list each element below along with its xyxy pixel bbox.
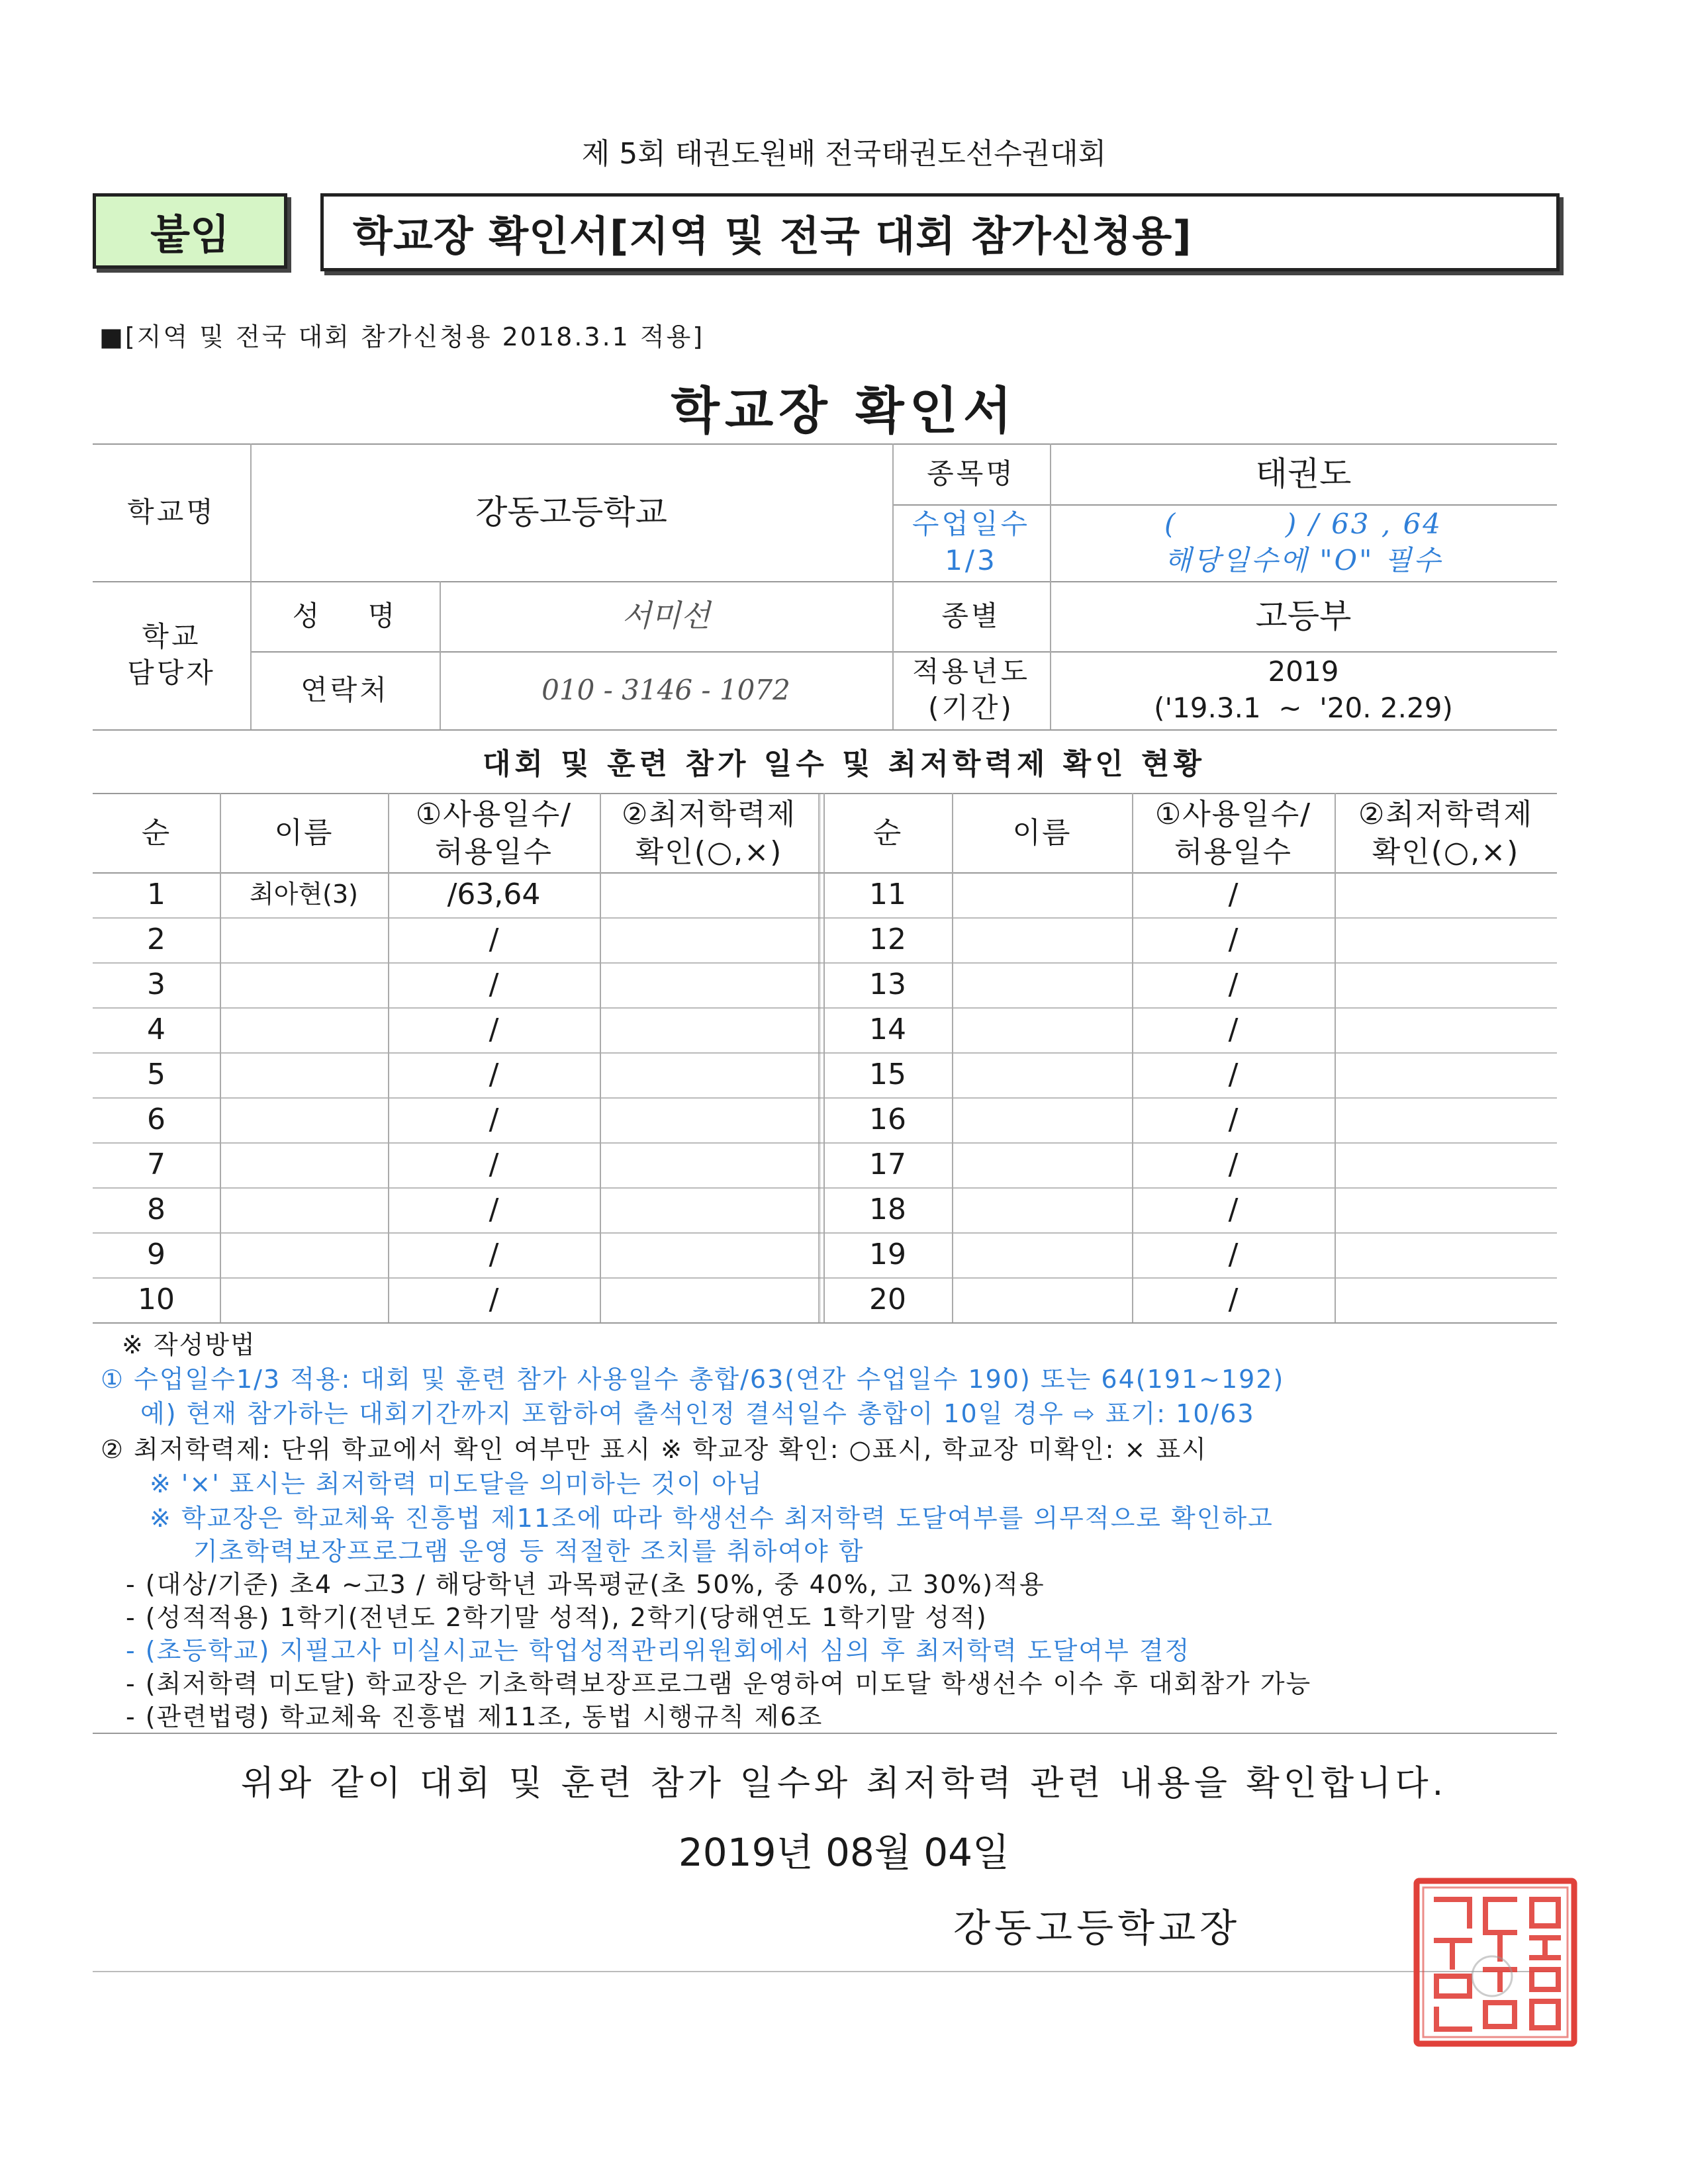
header-check	[1335, 794, 1557, 872]
row-name	[220, 1052, 388, 1097]
row-name	[220, 1277, 388, 1322]
rule	[93, 872, 1557, 874]
row-no: 1	[147, 878, 165, 912]
row-no: 10	[138, 1283, 175, 1317]
row-no: 20	[869, 1283, 906, 1317]
note-target: - (대상/기준) 초4 ~고3 / 해당학년 과목평균(초 50%, 중 40%, 고 30%)적용	[126, 1570, 1045, 1599]
row-check	[600, 1097, 818, 1142]
row-no: 6	[147, 1103, 165, 1137]
row-check	[600, 917, 818, 962]
header-days-line2: 허용일수	[1174, 835, 1292, 869]
row-check	[1335, 1232, 1557, 1277]
row-name	[220, 1142, 388, 1187]
header-days	[388, 794, 600, 872]
header-check	[600, 794, 818, 872]
rule	[952, 793, 953, 1322]
class-days-value	[1050, 504, 1557, 581]
note-x-meaning: ※ '×' 표시는 최저학력 미도달을 의미하는 것이 아님	[150, 1469, 763, 1498]
row-days: /	[489, 1283, 499, 1317]
contact-value: 010 - 3146 - 1072	[541, 673, 790, 706]
school-name-label: 학교명	[127, 495, 216, 528]
row-days: /	[1228, 878, 1239, 912]
row-name	[952, 1142, 1132, 1187]
header-check-line1: ②최저학력제	[622, 797, 796, 831]
header-no: 순	[872, 816, 903, 850]
row-check	[1335, 1277, 1557, 1322]
class-days-label	[892, 504, 1050, 581]
note-min-academic	[101, 1435, 1207, 1465]
row-name	[220, 917, 388, 962]
rule	[220, 793, 221, 1322]
row-check	[600, 1277, 818, 1322]
rule	[1132, 793, 1133, 1322]
note-elementary: - (초등학교) 지필고사 미실시교는 학업성적관리위원회에서 심의 후 최저학력 도달여부 결정	[126, 1636, 1191, 1665]
row-name	[952, 1052, 1132, 1097]
row-check	[1335, 1052, 1557, 1097]
row-check	[600, 1007, 818, 1052]
header-no: 순	[141, 816, 171, 850]
row-days: /	[1228, 1238, 1239, 1272]
row-name	[952, 1187, 1132, 1232]
row-days: /	[1228, 1283, 1239, 1317]
rule	[93, 1277, 1557, 1279]
contact-label: 연락처	[301, 673, 389, 706]
row-days: /	[1228, 1103, 1239, 1137]
rule	[93, 962, 1557, 964]
row-name	[952, 1007, 1132, 1052]
row-days: /	[489, 1238, 499, 1272]
note-not-reached: - (최저학력 미도달) 학교장은 기초학력보장프로그램 운영하여 미도달 학생선수 이수 후 대회참가 가능	[126, 1669, 1312, 1698]
row-check	[1335, 1097, 1557, 1142]
event-title: 제 5회 태권도원배 전국태권도선수권대회	[581, 137, 1107, 171]
row-no: 16	[869, 1103, 906, 1137]
staff-label-line2: 담당자	[127, 657, 216, 689]
header-days-line2: 허용일수	[434, 835, 553, 869]
rule	[93, 729, 1557, 731]
row-days: /	[1228, 923, 1239, 957]
doc-box-title: 학교장 확인서[지역 및 전국 대회 참가신청용]	[320, 193, 1560, 271]
row-name	[952, 872, 1132, 917]
row-check	[1335, 1142, 1557, 1187]
row-no: 13	[869, 968, 906, 1002]
row-name	[220, 1097, 388, 1142]
category-label: 종별	[941, 599, 1001, 632]
year-value-line1: 2019	[1268, 655, 1339, 688]
rule	[93, 1232, 1557, 1234]
row-days: /	[1228, 1148, 1239, 1182]
row-name	[220, 962, 388, 1007]
row-no: 14	[869, 1013, 906, 1047]
row-no: 5	[147, 1058, 165, 1092]
row-days: /	[489, 1013, 499, 1047]
class-days-value-line2: 해당일수에 "O" 필수	[1164, 544, 1442, 576]
row-name	[220, 1232, 388, 1277]
row-no: 19	[869, 1238, 906, 1272]
row-name	[952, 917, 1132, 962]
class-days-label-line1: 수업일수	[912, 508, 1031, 541]
row-days: /	[1228, 1013, 1239, 1047]
staff-label	[93, 581, 250, 729]
row-check	[1335, 917, 1557, 962]
row-days: /	[489, 1193, 499, 1227]
year-label-line1: 적용년도	[912, 655, 1031, 688]
row-days: /	[489, 1058, 499, 1092]
row-no: 3	[147, 968, 165, 1002]
row-no: 9	[147, 1238, 165, 1272]
row-days: /	[1228, 968, 1239, 1002]
row-days: /	[1228, 1058, 1239, 1092]
row-name: 최아현(3)	[250, 880, 358, 909]
row-no: 8	[147, 1193, 165, 1227]
rule	[823, 793, 825, 1322]
rule	[93, 1187, 1557, 1189]
row-days: /	[489, 923, 499, 957]
rule	[93, 1733, 1557, 1734]
row-no: 17	[869, 1148, 906, 1182]
rule	[93, 917, 1557, 919]
staff-label-line1: 학교	[142, 620, 201, 653]
row-check	[600, 1187, 818, 1232]
name-label: 성 명	[292, 599, 398, 632]
notes-heading: ※ 작성방법	[122, 1330, 256, 1359]
rule	[93, 1052, 1557, 1054]
confirm-statement: 위와 같이 대회 및 훈련 참가 일수와 최저학력 관련 내용을 확인합니다.	[240, 1764, 1448, 1803]
note-law: - (관련법령) 학교체육 진흥법 제11조, 동법 시행규칙 제6조	[126, 1702, 823, 1731]
rule	[93, 1097, 1557, 1099]
row-days: /	[489, 968, 499, 1002]
row-check	[600, 872, 818, 917]
row-check	[600, 1232, 818, 1277]
rule	[93, 1007, 1557, 1009]
row-no: 4	[147, 1013, 165, 1047]
rule	[818, 793, 820, 1322]
issue-date: 2019년 08월 04일	[678, 1830, 1010, 1875]
class-days-label-line2: 1/3	[945, 544, 998, 576]
section-title: 대회 및 훈련 참가 일수 및 최저학력제 확인 현황	[482, 747, 1206, 781]
header-name: 이름	[1012, 816, 1072, 850]
row-no: 7	[147, 1148, 165, 1182]
row-days: /	[489, 1148, 499, 1182]
year-label-line2: (기간)	[928, 692, 1014, 724]
event-label: 종목명	[927, 457, 1015, 490]
year-value	[1050, 651, 1557, 729]
row-days: /	[1228, 1193, 1239, 1227]
row-no: 11	[869, 878, 906, 912]
rule	[1335, 793, 1336, 1322]
attach-label: 붙임	[93, 193, 287, 269]
rule	[93, 1971, 1557, 1972]
row-name	[952, 962, 1132, 1007]
row-name	[220, 1007, 388, 1052]
year-value-line2: ('19.3.1 ~ '20. 2.29)	[1154, 692, 1453, 724]
row-check	[600, 1142, 818, 1187]
note-principal-duty: ※ 학교장은 학교체육 진흥법 제11조에 따라 학생선수 최저학력 도달여부를 의무적으로 확인하고	[150, 1504, 1274, 1533]
header-check-line2: 확인(○,×)	[635, 835, 783, 869]
note-principal-duty-cont: 기초학력보장프로그램 운영 등 적절한 조치를 취하여야 함	[193, 1537, 865, 1566]
row-check	[1335, 1187, 1557, 1232]
rule	[600, 793, 601, 1322]
note-class-days: ① 수업일수1/3 적용: 대회 및 훈련 참가 사용일수 총합/63(연간 수업일수 190) 또는 64(191~192)	[101, 1365, 1285, 1394]
row-check	[1335, 962, 1557, 1007]
row-name	[952, 1097, 1132, 1142]
note-class-days-example: 예) 현재 참가하는 대회기간까지 포함하여 출석인정 결석일수 총합이 10일 경우 ⇨ 표기: 10/63	[140, 1399, 1255, 1428]
seal-icon	[1413, 1877, 1578, 2048]
row-check	[600, 1052, 818, 1097]
note-grade-apply: - (성적적용) 1학기(전년도 2학기말 성적), 2학기(당해연도 1학기말 성적)	[126, 1603, 988, 1632]
row-days: /	[489, 1103, 499, 1137]
category-value: 고등부	[1255, 596, 1352, 635]
header-days-line1: ①사용일수/	[415, 797, 573, 831]
row-check	[1335, 872, 1557, 917]
main-title: 학교장 확인서	[671, 381, 1017, 440]
apply-note: ■[지역 및 전국 대회 참가신청용 2018.3.1 적용]	[99, 322, 705, 351]
row-name	[220, 1187, 388, 1232]
school-name-value: 강동고등학교	[475, 492, 667, 531]
event-value: 태권도	[1255, 454, 1352, 493]
header-days-line1: ①사용일수/	[1154, 797, 1312, 831]
rule	[388, 793, 389, 1322]
class-days-value-line1: ( ) / 63 , 64	[1164, 508, 1443, 541]
row-check	[1335, 1007, 1557, 1052]
row-days: /63,64	[447, 878, 541, 912]
rule	[93, 793, 1557, 794]
header-name: 이름	[274, 816, 334, 850]
staff-name-value: 서미선	[622, 598, 710, 634]
header-check-line1: ②최저학력제	[1358, 797, 1533, 831]
row-check	[600, 962, 818, 1007]
row-no: 2	[147, 923, 165, 957]
rule	[93, 1322, 1557, 1324]
row-name	[952, 1232, 1132, 1277]
year-label	[892, 651, 1050, 729]
note-min-academic-main: ② 최저학력제: 단위 학교에서 확인 여부만 표시 ※ 학교장 확인: ○표시, 학교장 미확인: × 표시	[101, 1435, 1207, 1464]
row-no: 18	[869, 1193, 906, 1227]
school-seal	[1413, 1877, 1578, 2048]
header-check-line2: 확인(○,×)	[1372, 835, 1520, 869]
row-name	[952, 1277, 1132, 1322]
row-no: 12	[869, 923, 906, 957]
header-days	[1132, 794, 1335, 872]
principal-name: 강동고등학교장	[953, 1905, 1241, 1950]
row-no: 15	[869, 1058, 906, 1092]
rule	[93, 1142, 1557, 1144]
